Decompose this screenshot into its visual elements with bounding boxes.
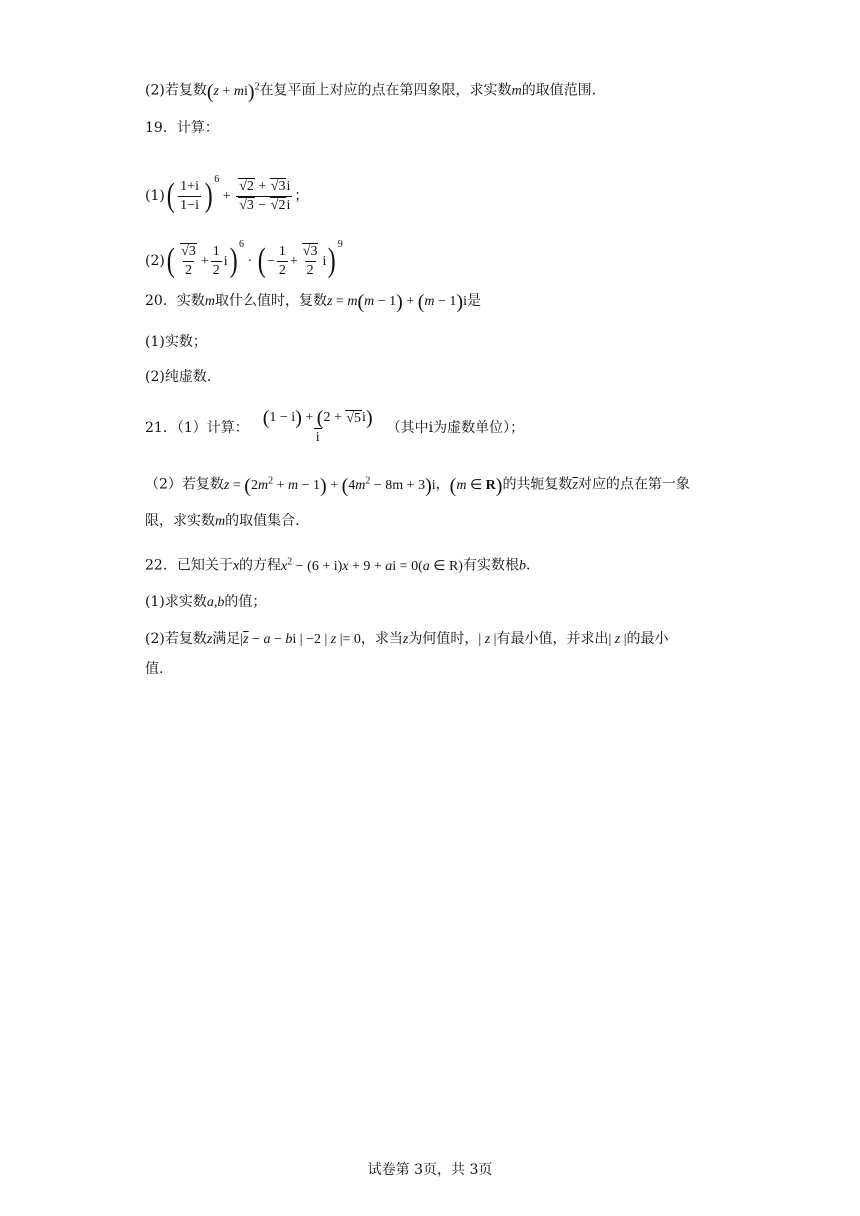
q21-var-m: m <box>215 514 226 529</box>
q20-part1: (1)实数； <box>145 334 207 350</box>
q22-part2-mid: 满足 <box>212 631 241 647</box>
q21-part2-expr: $z = (2m^2 + m - 1) + (4m^2 - 8m + 3)i$ <box>223 474 436 497</box>
q21-title-end: （其中i为虚数单位）； <box>386 420 525 436</box>
q20-expr: z = m(m − 1) + (m − 1)i <box>326 290 467 313</box>
q22-var-z2: z <box>402 632 409 647</box>
q22-title-prefix: 22．已知关于 <box>145 557 233 574</box>
q20-title-mid: 取什么值时，复数 <box>214 293 327 309</box>
q22-title-mid: 的方程 <box>239 557 282 574</box>
q18-var-m: m <box>511 83 522 99</box>
q22-part2-mid2: ，求当 <box>360 631 403 647</box>
q22-title-mid2: 有实数根 <box>462 557 519 574</box>
q22-part2 <box>145 628 669 651</box>
q22-title-end: . <box>525 557 531 574</box>
q21-part2-cond: (m ∈ R) <box>449 474 503 497</box>
q21-fraction: $\frac{(1 - i) + (2 + √5i)}{i}$ <box>262 407 373 445</box>
q18-part2 <box>145 76 596 103</box>
q18-part2-expr: (z + mi)$^2$ <box>206 80 260 103</box>
q22-part2-prefix: (2)若复数 <box>145 631 207 647</box>
q21-part2: （2）若复数$z = (2m^2 + m - 1) + (4m^2 - 8m + 3)i$，(m ∈ R)的共轭复数$\overline{z}$对应的点在第一象 <box>145 474 690 497</box>
q18-part2-prefix: (2)若复数 <box>145 82 207 99</box>
q22-part2-mid4: 有最小值，并求出 <box>496 631 609 647</box>
q21-title <box>145 408 524 448</box>
q19-part1-label: (1) <box>145 188 165 204</box>
q22-abs-z2: | z | <box>608 632 627 647</box>
q22-equation: $x^2 - (6 + i)x + 9$ + ai = 0(a ∈ R) <box>281 556 463 574</box>
q20-title-end: 是 <box>466 293 481 309</box>
q22-part2-end: 的最小 <box>626 631 669 647</box>
q19-part1: (1)( $\frac{1+i}{1-i}$ ) $^6$ + $\frac{√2 + √3i}{√3 - √2i}$ ； <box>145 174 309 214</box>
q22-var-x: x <box>232 558 240 574</box>
q20-title <box>145 290 481 313</box>
q22-abs-z: | z | <box>478 632 497 647</box>
q21-part2-line2 <box>145 510 300 533</box>
q20-title-prefix: 20．实数 <box>145 293 205 309</box>
page-footer: 试卷第 3页，共 3页 <box>367 1162 493 1178</box>
q22-title <box>145 551 530 578</box>
q21-part2-prefix: （2）若复数 <box>145 476 224 493</box>
q21-zbar: $\overline{z}$ <box>572 477 578 493</box>
q22-var-b: b <box>518 558 526 574</box>
q19-part2: (2)( $\frac{√3}{2}$ + $\frac{1}{2}$ i) $^6$ · ( − $\frac{1}{2}$ + $\frac{√3}{2}$ i) $^9$ <box>145 239 343 279</box>
q18-part2-end: 的取值范围. <box>521 82 597 99</box>
q18-part2-suffix: 在复平面上对应的点在第四象限，求实数 <box>259 82 512 99</box>
q22-condition: $|\overline{z} - a$ − bi | −2 | z |= 0 <box>240 632 361 647</box>
q22-part2-mid3: 为何值时， <box>408 631 479 647</box>
q21-part2-line2-end: 的取值集合. <box>225 513 300 529</box>
q21-frac-den: i <box>315 429 320 445</box>
q22-vars-ab: a,b <box>206 595 225 610</box>
q19-title: 19．计算： <box>145 120 219 136</box>
q22-part1-end: 的值； <box>224 594 267 610</box>
q22-var-z: z <box>206 632 213 647</box>
q21-part2-line2-prefix: 限，求实数 <box>145 513 215 529</box>
q22-part1-prefix: (1)求实数 <box>145 594 207 610</box>
q20-var-m: m <box>204 294 215 309</box>
q21-part2-end: 对应的点在第一象 <box>577 476 690 493</box>
q21-title-prefix: 21．（1）计算： <box>145 420 249 436</box>
q19-part2-label: (2) <box>145 253 165 269</box>
q22-part1 <box>145 591 266 614</box>
q20-part2: (2)纯虚数. <box>145 369 212 385</box>
q21-part2-mid: 的共轭复数 <box>502 476 573 493</box>
q22-part2-line2: 值. <box>145 661 164 677</box>
